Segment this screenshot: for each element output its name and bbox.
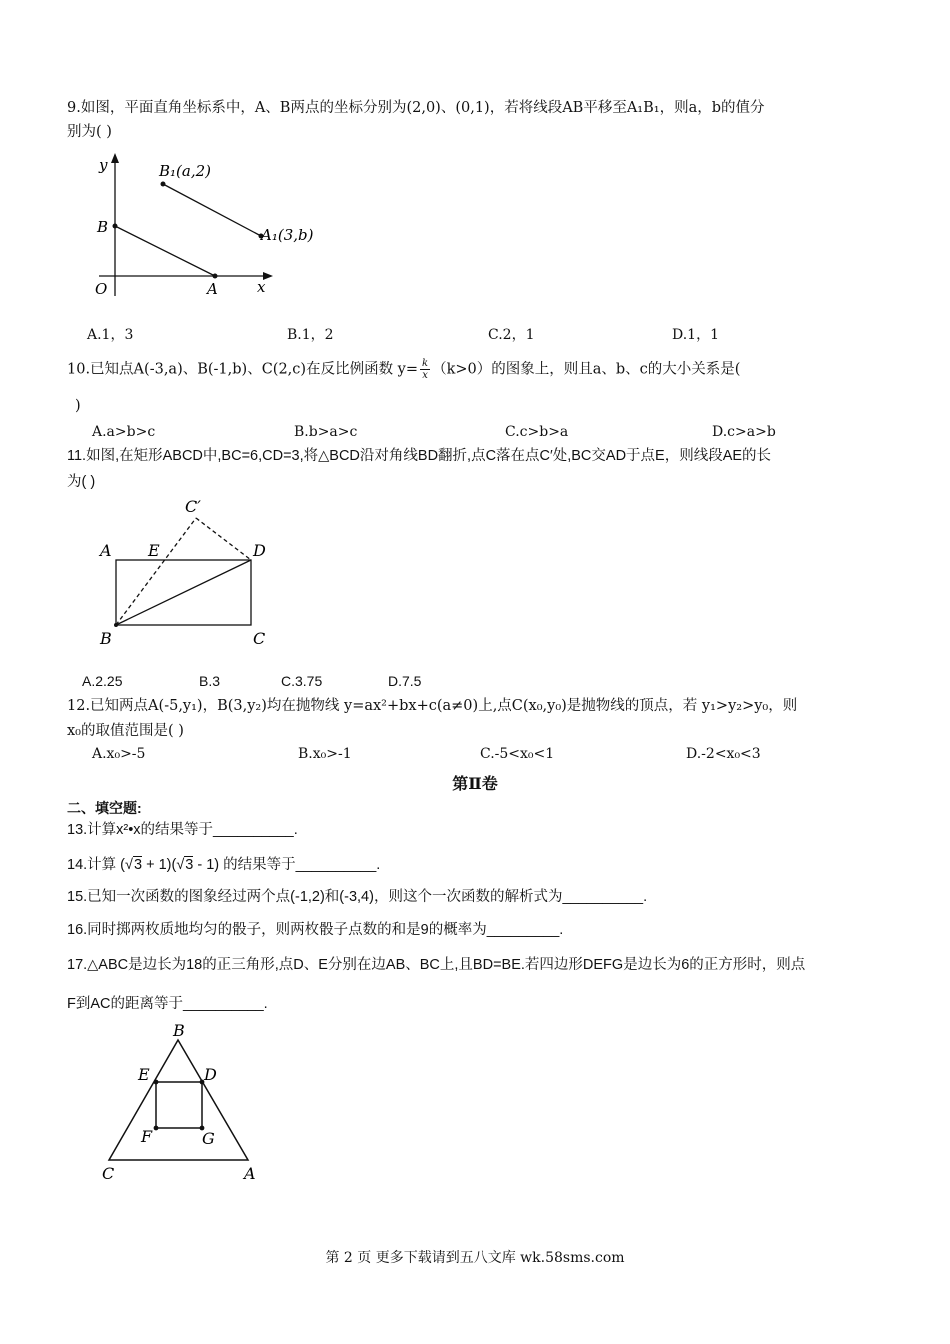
q12-option-b[interactable]: B.x₀>-1 <box>298 746 352 762</box>
label-b1: B₁(a,2) <box>159 162 211 180</box>
q10-line1 <box>67 358 740 381</box>
q9-option-c[interactable]: C.2，1 <box>488 327 535 343</box>
q17-line2: F到AC的距离等于__________. <box>67 996 268 1012</box>
q10-option-c[interactable]: C.c>b>a <box>505 424 569 440</box>
q14-sqrt2: 3 <box>185 857 194 873</box>
q11-option-c[interactable]: C.3.75 <box>281 673 323 689</box>
q10-frac-den: x <box>422 370 428 381</box>
label-a: A <box>244 1164 256 1183</box>
point-b1 <box>161 182 166 187</box>
q14-pre: 14.计算 ( <box>67 857 126 873</box>
label-d: D <box>253 541 266 560</box>
label-b: B <box>173 1021 185 1040</box>
q11-line1: 11.如图,在矩形ABCD中,BC=6,CD=3,将△BCD沿对角线BD翻折,点C落在点C′处,BC交AD于点E，则线段AE的长 <box>67 448 772 464</box>
label-c: C <box>102 1164 115 1183</box>
q10-fraction <box>420 358 430 381</box>
label-a: A <box>207 280 218 298</box>
point-e <box>154 1080 159 1085</box>
q9-line1: 9.如图，平面直角坐标系中，A、B两点的坐标分别为(2,0)、(0,1)，若将线段AB平移至A₁B₁，则a，b的值分 <box>67 100 765 116</box>
point-f <box>154 1126 159 1131</box>
segment-a1b1 <box>163 184 261 236</box>
label-c: C <box>253 629 266 648</box>
folded-bc <box>116 518 196 625</box>
q12-line1: 12.已知两点A(-5,y₁)，B(3,y₂)均在抛物线 y=ax²+bx+c(a≠0)上,点C(x₀,y₀)是抛物线的顶点，若 y₁>y₂>y₀，则 <box>67 698 798 714</box>
q12-option-a[interactable]: A.x₀>-5 <box>92 746 146 762</box>
page-footer: 第 2 页 更多下载请到五八文库 wk.58sms.com <box>325 1250 625 1266</box>
q10-option-a[interactable]: A.a>b>c <box>92 424 156 440</box>
q10-option-b[interactable]: B.b>a>c <box>294 424 358 440</box>
q9-option-a[interactable]: A.1，3 <box>87 327 134 343</box>
q9-option-d[interactable]: D.1，1 <box>672 327 719 343</box>
q9-line2: 别为( ) <box>67 124 112 140</box>
q10-option-d[interactable]: D.c>a>b <box>712 424 776 440</box>
point-b <box>114 623 118 627</box>
q14-sqrt1: 3 <box>133 857 143 873</box>
q17-figure <box>96 1020 266 1185</box>
label-a1: A₁(3,b) <box>261 226 314 244</box>
label-c-prime: C′ <box>185 497 201 516</box>
label-e: E <box>148 541 160 560</box>
q12-option-c[interactable]: C.-5<x₀<1 <box>480 746 555 762</box>
q14-mid: + 1)( <box>142 857 177 873</box>
q10-line2: ) <box>75 398 81 414</box>
square-defg <box>156 1082 202 1128</box>
label-y: y <box>99 156 108 174</box>
q11-option-a[interactable]: A.2.25 <box>82 673 123 689</box>
label-a: A <box>100 541 112 560</box>
q12-option-d[interactable]: D.-2<x₀<3 <box>686 746 761 762</box>
point-b <box>113 224 118 229</box>
q14-post: - 1) 的结果等于__________. <box>193 857 381 873</box>
label-b: B <box>97 218 109 236</box>
q17-line1: 17.△ABC是边长为18的正三角形,点D、E分别在边AB、BC上,且BD=BE.若四边形DEFG是边长为6的正方形时，则点 <box>67 957 806 973</box>
q10-pre: 10.已知点A(-3,a)、B(-1,b)、C(2,c)在反比例函数 y= <box>67 361 419 378</box>
label-e: E <box>138 1065 150 1084</box>
q15: 15.已知一次函数的图象经过两个点(-1,2)和(-3,4)，则这个一次函数的解析式为__________. <box>67 889 648 905</box>
q13: 13.计算x²•x的结果等于__________. <box>67 822 298 838</box>
q11-figure <box>92 494 282 654</box>
label-o: O <box>95 280 108 298</box>
q11-option-b[interactable]: B.3 <box>199 673 221 689</box>
label-d: D <box>204 1065 217 1084</box>
folded-cd <box>196 518 251 560</box>
section-heading: 二、填空题: <box>67 800 142 816</box>
label-g: G <box>202 1129 215 1148</box>
label-b: B <box>100 629 112 648</box>
q9-option-b[interactable]: B.1，2 <box>287 327 334 343</box>
section-title: 第Ⅱ卷 <box>452 774 498 793</box>
label-x: x <box>257 278 266 296</box>
segment-ab <box>115 226 215 276</box>
q11-option-d[interactable]: D.7.5 <box>388 673 422 689</box>
q9-figure <box>85 150 325 300</box>
q16: 16.同时掷两枚质地均匀的骰子，则两枚骰子点数的和是9的概率为_________. <box>67 922 564 938</box>
q12-line2: x₀的取值范围是( ) <box>67 723 184 739</box>
q14: 14.计算 (√3 + 1)(√3 - 1) 的结果等于__________. <box>67 857 381 873</box>
y-axis-arrow <box>111 153 119 163</box>
point-a <box>213 274 218 279</box>
q11-line2: 为( ) <box>67 474 96 490</box>
label-f: F <box>141 1127 153 1146</box>
q10-post: （k>0）的图象上，则且a、b、c的大小关系是( <box>432 361 741 378</box>
q10-frac-num: k <box>422 358 429 369</box>
diagonal-bd <box>116 560 251 625</box>
triangle-abc <box>109 1040 248 1160</box>
